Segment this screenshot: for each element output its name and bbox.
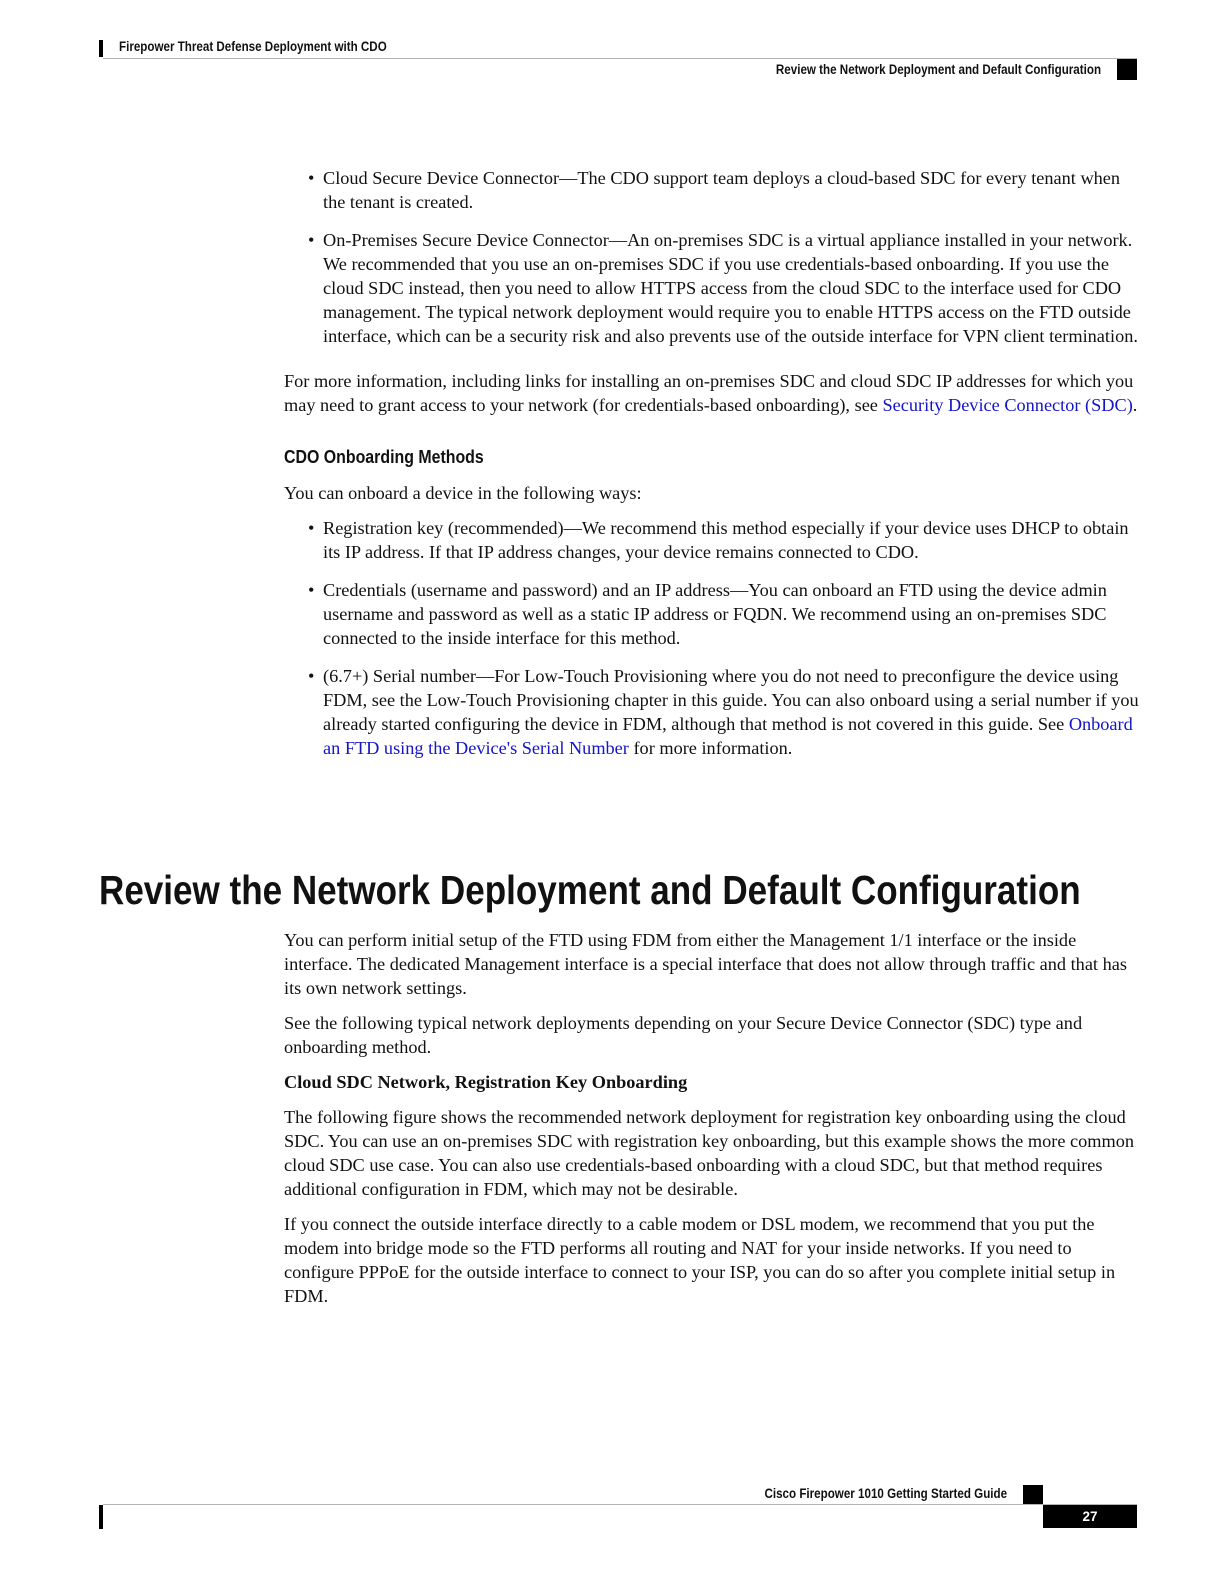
list-item [308, 578, 1140, 650]
footer-rule [103, 1504, 1137, 1505]
section-title: Review the Network Deployment and Default Configuration [99, 867, 1081, 913]
serial-text: (6.7+) Serial number—For Low-Touch Provisioning where you do not need to preconfigure the device using FDM, see the Low-Touch Provisioning chapter in this guide. You can also onboard using a serial number if you already started configuring the device in FDM, although that method is not covered in this guide. See [323, 666, 1139, 734]
header-marker-box [1117, 59, 1137, 80]
list-item-text: On-Premises Secure Device Connector—An on-premises SDC is a virtual appliance installed in your network. We recommended that you use an on-premises SDC if you use credentials-based onboarding. If you use the cloud SDC instead, then you need to allow HTTPS access from the cloud SDC to the interface used for CDO management. The typical network deployment would require you to enable HTTPS access on the FTD outside interface, which can be a security risk and also prevents use of the outside interface for VPN client termination. [323, 230, 1138, 346]
header-left-bar [99, 40, 103, 57]
list-item [308, 166, 1140, 214]
header-book-title: Firepower Threat Defense Deployment with CDO [119, 39, 387, 54]
sdc-bullet-list [284, 166, 1140, 348]
bullet-glyph: • [308, 666, 315, 686]
list-item-text [323, 666, 1139, 758]
list-item [308, 664, 1140, 760]
section-paragraph-4: If you connect the outside interface directly to a cable modem or DSL modem, we recommend that you put the modem into bridge mode so the FTD performs all routing and NAT for your inside networks. If you need to configure PPPoE for the outside interface to connect to your ISP, you can do so after you complete initial setup in FDM. [284, 1214, 1116, 1306]
list-item-text: Cloud Secure Device Connector—The CDO support team deploys a cloud-based SDC for every tenant when the tenant is created. [323, 168, 1121, 212]
more-info-text: For more information, including links for installing an on-premises SDC and cloud SDC IP addresses for which you may need to grant access to your network (for credentials-based onboarding), see [284, 371, 1134, 415]
page-number: 27 [1043, 1505, 1137, 1528]
footer-guide-title: Cisco Firepower 1010 Getting Started Guide [764, 1486, 1007, 1501]
footer-marker-box [1023, 1485, 1043, 1505]
more-info-paragraph [284, 369, 1140, 417]
bullet-glyph: • [308, 580, 315, 600]
header-rule [103, 58, 1137, 59]
footer-left-bar [99, 1505, 103, 1529]
list-item [308, 516, 1140, 564]
header-section-title: Review the Network Deployment and Default Configuration [775, 62, 1101, 77]
list-item-text: Registration key (recommended)—We recommend this method especially if your device uses DHCP to obtain its IP address. If that IP address changes, your device remains connected to CDO. [323, 518, 1129, 562]
upper-content [284, 166, 1140, 774]
bullet-glyph: • [308, 168, 315, 188]
section-paragraph-3: The following figure shows the recommended network deployment for registration key onboarding using the cloud SDC. You can use an on-premises SDC with registration key onboarding, but this example shows the more common cloud SDC use case. You can also use credentials-based onboarding with a cloud SDC, but that method requires additional configuration in FDM, which may not be desirable. [284, 1107, 1134, 1199]
cloud-sdc-subheading: Cloud SDC Network, Registration Key Onboarding [284, 1072, 688, 1092]
onboarding-methods-heading: CDO Onboarding Methods [284, 446, 484, 467]
security-device-connector-link[interactable]: Security Device Connector (SDC) [882, 395, 1133, 415]
section-paragraph-1: You can perform initial setup of the FTD using FDM from either the Management 1/1 interface or the inside interface. The dedicated Management interface is a special interface that does not allow through traffic and that has its own network settings. [284, 930, 1127, 998]
lower-content [284, 928, 1140, 1319]
onboarding-bullet-list [284, 516, 1140, 760]
section-paragraph-2: See the following typical network deployments depending on your Secure Device Connector (SDC) type and onboarding method. [284, 1013, 1083, 1057]
serial-end: for more information. [628, 738, 793, 758]
onboard-serial-number-link[interactable]: Onboard an FTD using the Device's Serial Number [323, 714, 1133, 758]
onboarding-intro: You can onboard a device in the following ways: [284, 483, 642, 503]
bullet-glyph: • [308, 518, 315, 538]
bullet-glyph: • [308, 230, 315, 250]
more-info-end: . [1132, 395, 1138, 415]
list-item-text: Credentials (username and password) and an IP address—You can onboard an FTD using the device admin username and password as well as a static IP address or FQDN. We recommend using an on-premises SDC connected to the inside interface for this method. [323, 580, 1107, 648]
list-item [308, 228, 1140, 348]
